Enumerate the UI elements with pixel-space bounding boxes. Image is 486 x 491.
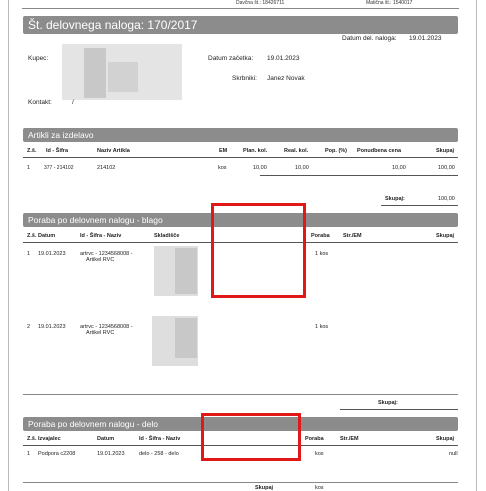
goods-cell-item-name: Artikel RVC: [86, 330, 115, 336]
goods-header-date: Datum: [38, 233, 56, 239]
articles-header-rule: [23, 157, 458, 158]
work-cell-no: 1: [27, 451, 31, 457]
work-bottom-rule: [23, 482, 458, 483]
contact-label: Kontakt:: [28, 99, 52, 106]
order-date-label: Datum del. naloga:: [342, 35, 397, 42]
work-header-date: Datum: [97, 436, 115, 442]
work-header-item: Id - Šifra - Naziv: [139, 436, 181, 442]
work-cell-total: null: [449, 451, 458, 457]
highlight-box-goods: [211, 203, 306, 298]
top-border-right: [476, 0, 477, 491]
start-date-label: Datum začetka:: [208, 55, 254, 62]
articles-cell-total: 100,00: [438, 165, 455, 171]
order-date-value: 19.01.2023: [409, 35, 442, 42]
start-date-value: 19.01.2023: [267, 55, 300, 62]
goods-cell-item: artrvc - 1234568008 -: [80, 324, 133, 330]
goods-header-warehouse: Skladišče: [154, 233, 180, 239]
articles-total-value: 100,00: [438, 196, 455, 202]
goods-cell-no: 1: [27, 251, 31, 257]
page-title: Št. delovnega naloga: 170/2017: [23, 16, 458, 34]
manager-value: Janez Novak: [267, 75, 305, 82]
goods-header-consumption: Poraba: [311, 233, 330, 239]
work-header-total: Skupaj: [436, 436, 455, 442]
goods-cell-no: 2: [27, 324, 31, 330]
goods-total-underline: [340, 409, 458, 410]
articles-cell-name: 214102: [97, 165, 116, 171]
work-cell-qty: kos: [315, 451, 324, 457]
articles-total-underline: [381, 205, 458, 206]
articles-header-actual: Real. kol.: [284, 148, 309, 154]
articles-cell-planned: 10,00: [253, 165, 267, 171]
articles-header-price: Ponudbena cena: [357, 148, 402, 154]
registration-number: Matična št.: 1540017: [366, 0, 413, 6]
goods-warehouse-redacted-block: [175, 248, 197, 294]
articles-cell-id: 377 - 214102: [44, 165, 74, 171]
work-header-worker: Izvajalec: [38, 436, 61, 442]
articles-header-no: Z.š.: [27, 148, 37, 154]
work-section-title: Poraba po delovnem nalogu - delo: [23, 417, 458, 431]
goods-header-total: Skupaj: [436, 233, 455, 239]
articles-section-title: Artikli za izdelavo: [23, 128, 458, 142]
work-cell-date: 19.01.2023: [97, 451, 125, 457]
contact-value: /: [72, 99, 74, 106]
goods-cell-date: 19.01.2023: [38, 251, 66, 257]
highlight-box-work: [201, 413, 301, 461]
articles-header-discount: Pop. (%): [325, 148, 347, 154]
tax-number: Davčna št.: 18426711: [236, 0, 285, 6]
goods-cell-date: 19.01.2023: [38, 324, 66, 330]
articles-cell-actual: 10,00: [295, 165, 309, 171]
work-header-no: Z.š.: [27, 436, 37, 442]
goods-cell-item-name: Artikel RVC: [86, 257, 115, 263]
customer-label: Kupec:: [28, 55, 49, 62]
manager-label: Skrbniki:: [232, 75, 257, 82]
goods-cell-qty: 1 kos: [315, 324, 329, 330]
top-divider: [22, 8, 459, 9]
goods-total-label: Skupaj:: [378, 400, 398, 406]
articles-header-total: Skupaj: [436, 148, 455, 154]
articles-total-rule: [260, 175, 458, 176]
goods-bottom-rule: [23, 394, 458, 395]
work-header-cost: Str./EM: [340, 436, 359, 442]
work-total-unit: kos: [315, 485, 324, 491]
work-cell-item: delo - 258 - delo: [139, 451, 179, 457]
goods-header-cost: Str./EM: [343, 233, 362, 239]
work-total-label: Skupaj: [255, 485, 274, 491]
goods-warehouse-redacted-block: [175, 318, 197, 358]
customer-redacted-block-2: [108, 62, 138, 92]
goods-header-no: Z.š.: [27, 233, 37, 239]
articles-header-name: Naziv Artikla: [97, 148, 130, 154]
goods-cell-qty: 1 kos: [315, 251, 329, 257]
customer-redacted-block: [84, 48, 106, 98]
goods-header-item: Id - Šifra - Naziv: [80, 233, 122, 239]
articles-cell-unit: kos: [218, 165, 227, 171]
work-cell-worker: Podpora c2208: [38, 451, 76, 457]
goods-cell-item: artrvc - 1234568008 -: [80, 251, 133, 257]
articles-header-id: Id - Šifra: [46, 148, 69, 154]
work-header-consumption: Poraba: [305, 436, 324, 442]
top-border: [8, 0, 9, 491]
articles-total-label: Skupaj:: [385, 196, 405, 202]
articles-header-unit: EM: [219, 148, 228, 154]
goods-section-title: Poraba po delovnem nalogu - blago: [23, 213, 458, 227]
articles-cell-price: 10,00: [392, 165, 406, 171]
articles-cell-no: 1: [27, 165, 31, 171]
articles-header-planned: Plan. kol.: [243, 148, 268, 154]
